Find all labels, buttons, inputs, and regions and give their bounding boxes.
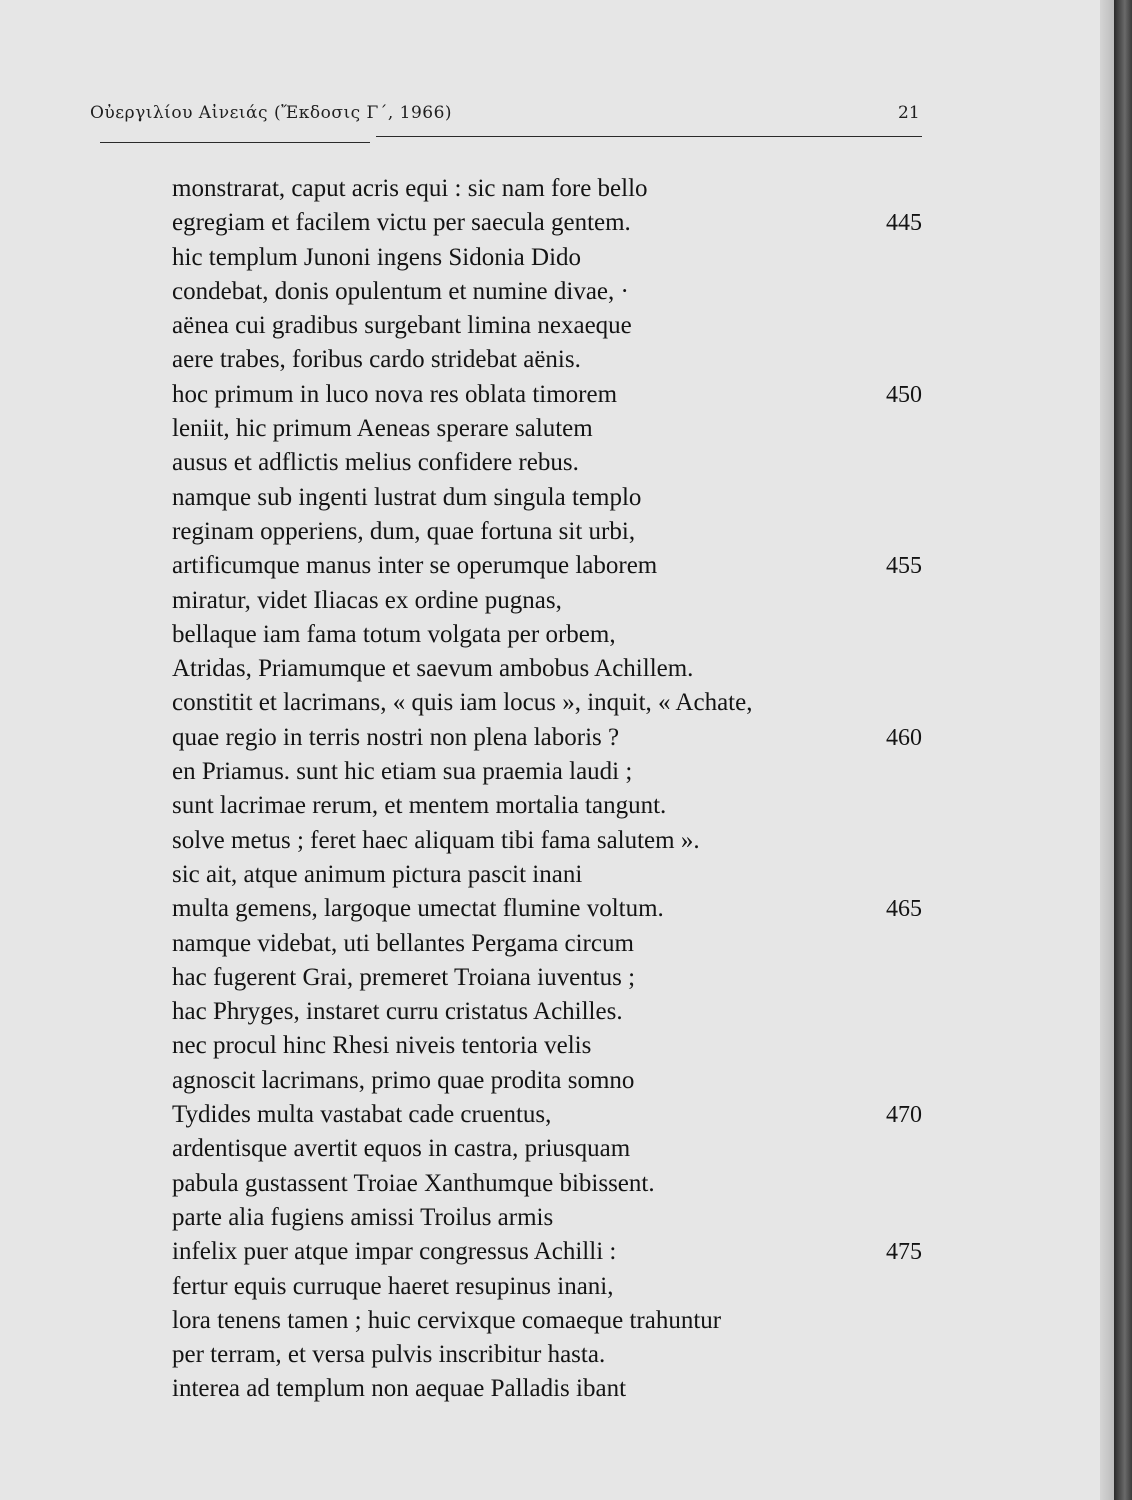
verse-text: quae regio in terris nostri non plena laboris ? <box>172 723 620 751</box>
verse-line <box>172 1029 932 1063</box>
verse-line <box>172 481 932 515</box>
header-rule-right <box>376 136 922 137</box>
verse-text: aere trabes, foribus cardo stridebat aënis. <box>172 346 581 374</box>
verse-text: multa gemens, largoque umectat flumine voltum. <box>172 895 664 923</box>
verse-text: artificumque manus inter se operumque laborem <box>172 552 658 580</box>
line-number: 470 <box>886 1102 922 1129</box>
line-number: 460 <box>886 724 922 751</box>
page-number: 21 <box>898 103 920 123</box>
verse-text: reginam opperiens, dum, quae fortuna sit urbi, <box>172 517 636 545</box>
verse-line <box>172 412 932 446</box>
verse-line <box>172 343 932 377</box>
verse-line <box>172 206 932 240</box>
verse-text: monstrarat, caput acris equi : sic nam fore bello <box>172 175 648 202</box>
verse-text: interea ad templum non aequae Palladis ibant <box>172 1375 627 1403</box>
header-rule-left <box>100 142 370 143</box>
verse-text: per terram, et versa pulvis inscribitur hasta. <box>172 1341 606 1369</box>
verse-line <box>172 789 932 823</box>
verse-line <box>172 309 932 343</box>
verse-line <box>172 1270 932 1304</box>
verse-line <box>172 858 932 892</box>
verse-line <box>172 584 932 618</box>
verse-text: Tydides multa vastabat cade cruentus, <box>172 1101 552 1129</box>
verse-text: agnoscit lacrimans, primo quae prodita somno <box>172 1066 635 1094</box>
verse-text: constitit et lacrimans, « quis iam locus », inquit, « Achate, <box>172 689 753 717</box>
verse-line <box>172 927 932 961</box>
verse-text: pabula gustassent Troiae Xanthumque bibissent. <box>172 1169 655 1197</box>
verse-text: Atridas, Priamumque et saevum ambobus Achillem. <box>172 655 694 683</box>
verse-line <box>172 824 932 858</box>
verse-text: infelix puer atque impar congressus Achilli : <box>172 1238 617 1266</box>
verse-line <box>172 1235 932 1269</box>
verse-line <box>172 1167 932 1201</box>
verse-line <box>172 1304 932 1338</box>
verse-line <box>172 1098 932 1132</box>
verse-line <box>172 515 932 549</box>
verse-line <box>172 721 932 755</box>
verse-text: aënea cui gradibus surgebant limina nexaeque <box>172 312 632 340</box>
line-number: 450 <box>886 381 922 408</box>
verse-text: egregiam et facilem victu per saecula gentem. <box>172 209 631 237</box>
verse-text: miratur, videt Iliacas ex ordine pugnas, <box>172 586 562 614</box>
verse-text: namque videbat, uti bellantes Pergama circum <box>172 929 634 957</box>
verse-line <box>172 446 932 480</box>
verse-text: lora tenens tamen ; huic cervixque comaeque trahuntur <box>172 1306 722 1334</box>
verse-text: ausus et adflictis melius confidere rebus. <box>172 449 579 477</box>
verse-line <box>172 755 932 789</box>
verse-line <box>172 961 932 995</box>
verse-line <box>172 1201 932 1235</box>
verse-text: namque sub ingenti lustrat dum singula templo <box>172 483 642 511</box>
verse-block <box>172 172 932 1407</box>
verse-text: solve metus ; feret haec aliquam tibi fama salutem ». <box>172 826 700 854</box>
line-number: 465 <box>886 896 922 923</box>
verse-text: condebat, donis opulentum et numine divae, · <box>172 277 629 305</box>
verse-line <box>172 549 932 583</box>
verse-line <box>172 1132 932 1166</box>
verse-line <box>172 618 932 652</box>
running-head: Οὐεργιλίου Αἰνειάς (Ἔκδοσις Γ΄, 1966) <box>90 103 453 123</box>
verse-line <box>172 892 932 926</box>
verse-line <box>172 241 932 275</box>
verse-text: parte alia fugiens amissi Troilus armis <box>172 1203 554 1231</box>
line-number: 445 <box>886 210 922 237</box>
verse-text: fertur equis curruque haeret resupinus inani, <box>172 1272 614 1300</box>
verse-line <box>172 1064 932 1098</box>
verse-text: hac Phryges, instaret curru cristatus Achilles. <box>172 998 623 1026</box>
verse-text: bellaque iam fama totum volgata per orbem, <box>172 620 616 648</box>
verse-line <box>172 378 932 412</box>
verse-text: nec procul hinc Rhesi niveis tentoria velis <box>172 1032 592 1060</box>
verse-line <box>172 172 932 206</box>
verse-text: ardentisque avertit equos in castra, priusquam <box>172 1135 631 1163</box>
book-spine-shadow <box>1114 0 1132 1500</box>
verse-line <box>172 686 932 720</box>
verse-line <box>172 995 932 1029</box>
verse-line <box>172 1372 932 1406</box>
line-number: 455 <box>886 553 922 580</box>
verse-text: sic ait, atque animum pictura pascit inani <box>172 860 583 888</box>
verse-text: leniit, hic primum Aeneas sperare salutem <box>172 415 593 443</box>
verse-text: sunt lacrimae rerum, et mentem mortalia tangunt. <box>172 792 667 820</box>
verse-text: hoc primum in luco nova res oblata timorem <box>172 380 618 408</box>
verse-line <box>172 275 932 309</box>
verse-line <box>172 1338 932 1372</box>
verse-line <box>172 652 932 686</box>
verse-text: hic templum Junoni ingens Sidonia Dido <box>172 243 582 271</box>
line-number: 475 <box>886 1239 922 1266</box>
verse-text: en Priamus. sunt hic etiam sua praemia laudi ; <box>172 758 633 786</box>
verse-text: hac fugerent Grai, premeret Troiana iuventus ; <box>172 963 636 991</box>
